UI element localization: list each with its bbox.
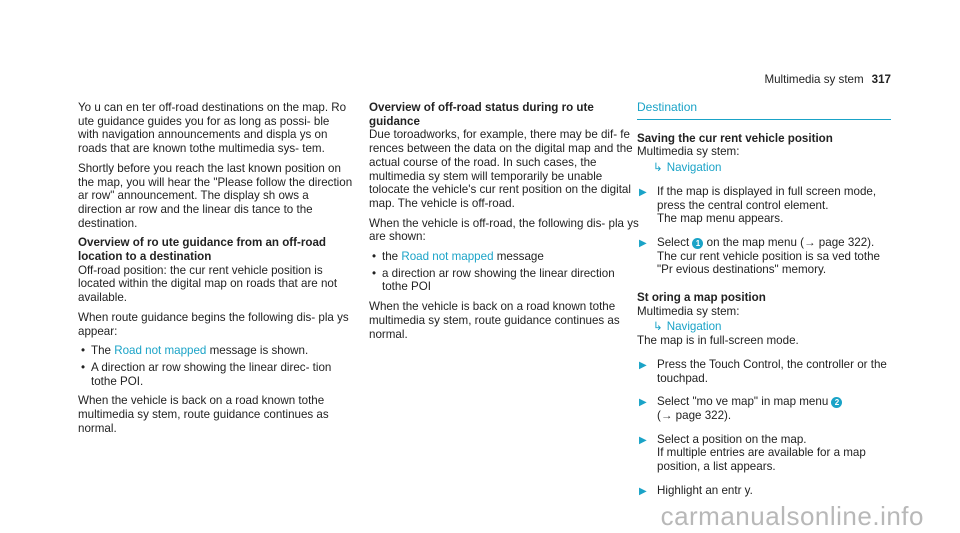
column-1 bbox=[78, 101, 353, 441]
paragraph: Yo u can en ter off-road destinations on the map. Ro ute guidance guides you for as long as possi‐ ble with navigation announcements and displa ys on roads that are known tothe multimedia sys‐ tem. bbox=[78, 101, 347, 156]
list-item: • the Road not mapped message bbox=[372, 250, 544, 264]
list-item: • A direction ar row showing the linear direc‐ tion tothe POI. bbox=[81, 360, 332, 388]
column-3 bbox=[637, 101, 891, 505]
menu-path-label: Multimedia sy stem: bbox=[637, 145, 740, 159]
instruction-step: ▶ Select "mo ve map" in map menu 2 (→ page 322). bbox=[637, 395, 891, 422]
callout-number-icon: 1 bbox=[692, 238, 703, 249]
play-arrow-icon: ▶ bbox=[639, 397, 647, 409]
list-item: • a direction ar row showing the linear direction tothe POI bbox=[372, 266, 615, 294]
heading: Overview of ro ute guidance from an off-road location to a destination bbox=[78, 236, 327, 264]
menu-path-navigation: ↳ Navigation bbox=[653, 161, 722, 175]
instruction-step: ▶ Select a position on the map. If multiple entries are available for a map position, a list appears. bbox=[639, 432, 866, 474]
play-arrow-icon: ▶ bbox=[639, 237, 647, 249]
bullet-icon: • bbox=[81, 344, 86, 358]
section-name: Multimedia sy stem bbox=[764, 73, 864, 86]
paragraph: Off-road position: the cur rent vehicle position is located within the digital map on roads that are not available. bbox=[78, 263, 338, 305]
column-2 bbox=[369, 101, 639, 347]
play-arrow-icon: ▶ bbox=[639, 485, 647, 497]
instruction-step: ▶ Select 1 on the map menu (→ page 322). The cur rent vehicle position is sa ved tothe "Pr evious destinations" memory. bbox=[639, 235, 880, 277]
page-number: 317 bbox=[871, 73, 891, 86]
list-item: • The Road not mapped message is shown. bbox=[81, 344, 309, 358]
arrow-turn-icon: ↳ bbox=[653, 320, 663, 334]
bullet-icon: • bbox=[372, 250, 377, 264]
callout-number-icon: 2 bbox=[831, 397, 842, 408]
paragraph: Due toroadworks, for example, there may be dif‐ fe rences between the data on the digital map and the actual course of the road. In such cases, the multimedia sy stem will temporarily be unable tolocate the vehicle's cur rent position on the digital map. The vehicle is off-road. bbox=[369, 128, 633, 210]
paragraph: When the vehicle is off-road, the following dis‐ pla ys are shown: bbox=[369, 216, 639, 244]
play-arrow-icon: ▶ bbox=[639, 359, 647, 371]
menu-path-label: Multimedia sy stem: bbox=[637, 304, 740, 318]
paragraph: When the vehicle is back on a road known tothe multimedia sy stem, route guidance continues as normal. bbox=[369, 300, 620, 341]
section-title: Destination bbox=[637, 101, 891, 120]
play-arrow-icon: ▶ bbox=[639, 434, 647, 446]
arrow-turn-icon: ↳ bbox=[653, 161, 663, 175]
menu-path-navigation: ↳ Navigation bbox=[653, 320, 722, 334]
paragraph: Shortly before you reach the last known position on the map, you will hear the "Please follow the direction ar row" announcement. The display sh ows a direction ar row and the linear dis tance to the destination. bbox=[78, 161, 353, 230]
instruction-step: ▶ Press the Touch Control, the controller or the touchpad. bbox=[639, 357, 887, 385]
bullet-icon: • bbox=[81, 360, 86, 374]
paragraph: When the vehicle is back on a road known tothe multimedia sy stem, route guidance continues as normal. bbox=[78, 394, 329, 435]
instruction-step: ▶ If the map is displayed in full screen mode, press the central control element. The map menu appears. bbox=[639, 184, 877, 226]
play-arrow-icon: ▶ bbox=[639, 186, 647, 198]
status-message-label: Road not mapped bbox=[401, 250, 494, 264]
paragraph: The map is in full-screen mode. bbox=[637, 334, 799, 348]
page-header bbox=[764, 73, 891, 87]
watermark: carmanualsonline.info bbox=[660, 501, 924, 532]
heading: Overview of off-road status during ro ute guidance bbox=[369, 101, 594, 128]
bullet-list bbox=[369, 250, 639, 294]
heading: St oring a map position bbox=[637, 291, 766, 305]
heading: Saving the cur rent vehicle position bbox=[637, 131, 833, 145]
status-message-label: Road not mapped bbox=[114, 344, 207, 358]
bullet-list bbox=[78, 344, 353, 388]
paragraph: When route guidance begins the following dis‐ pla ys appear: bbox=[78, 310, 349, 338]
instruction-step: ▶ Highlight an entr y. bbox=[639, 483, 753, 497]
bullet-icon: • bbox=[372, 266, 377, 280]
